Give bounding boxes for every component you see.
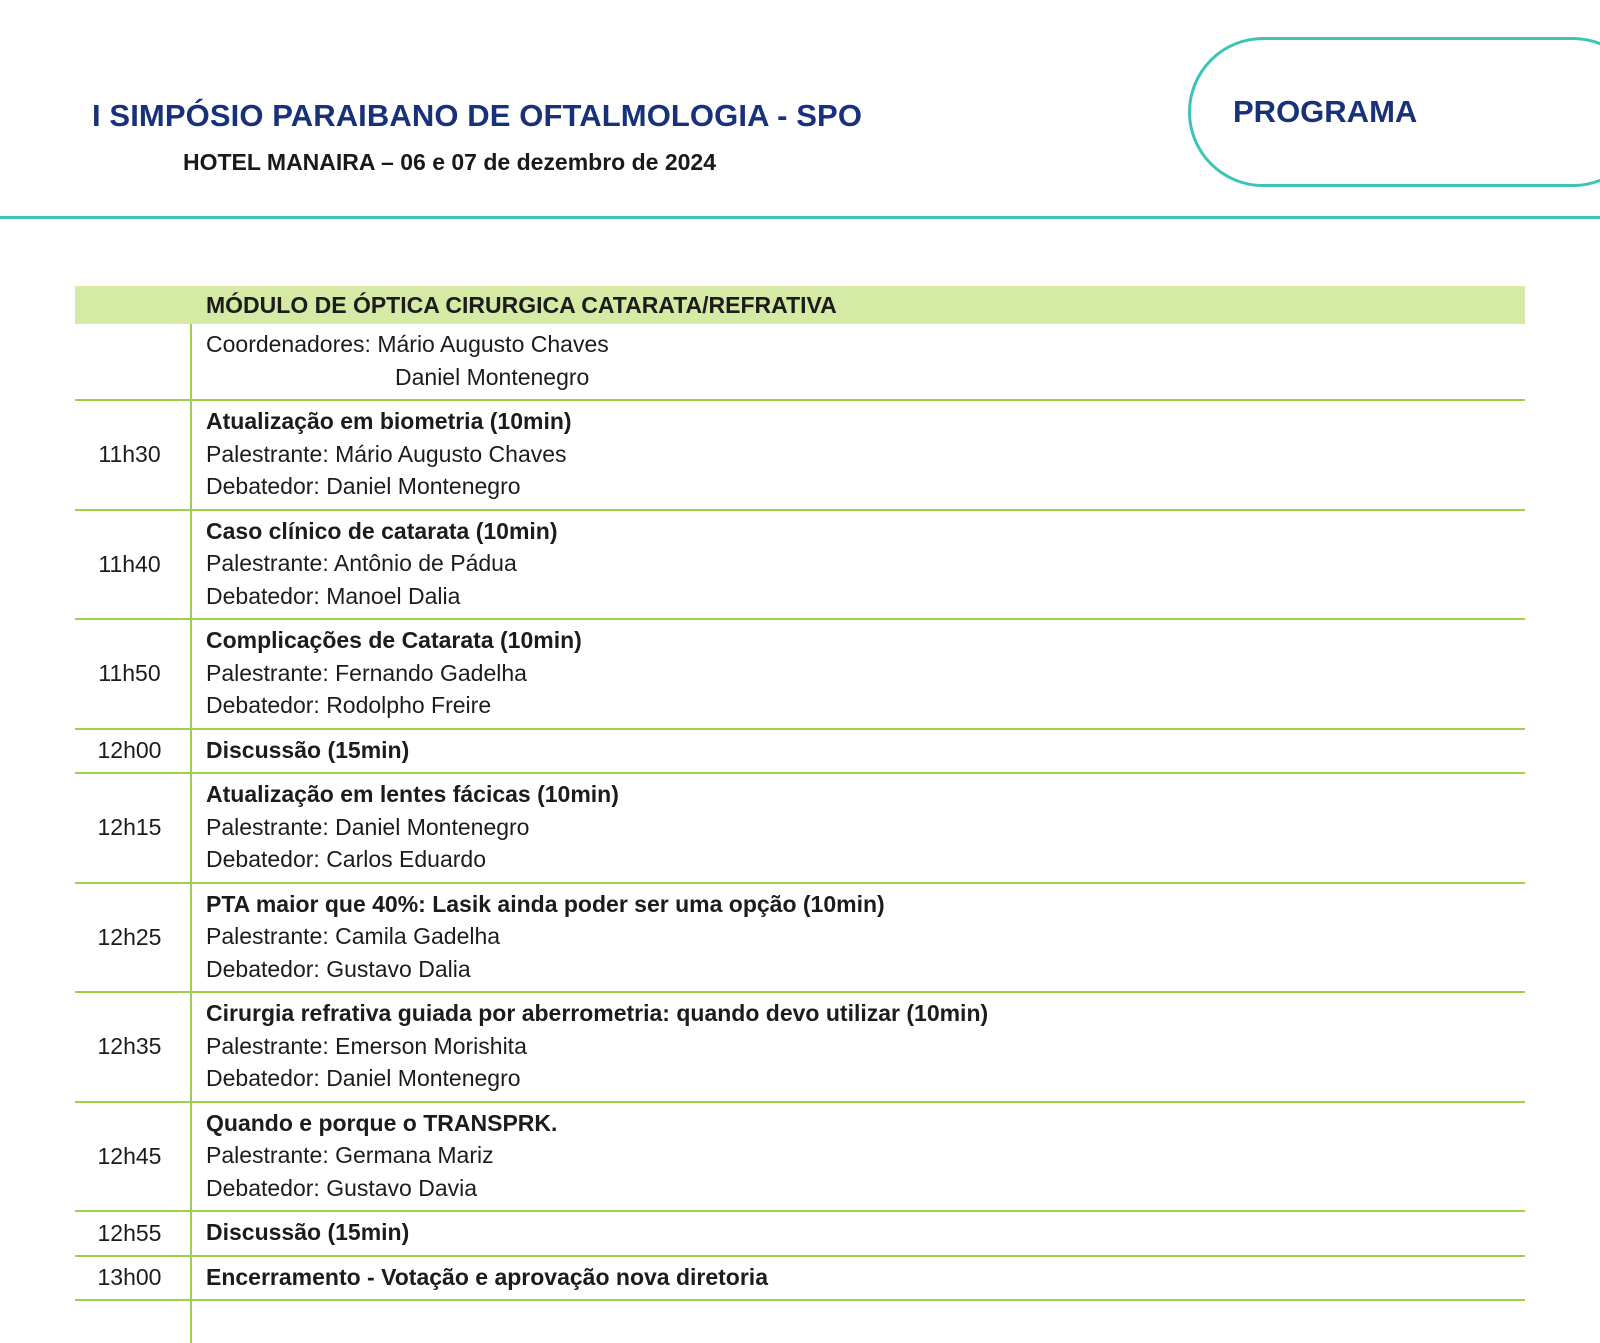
session-topic: Cirurgia refrativa guiada por aberrometria: quando devo utilizar (10min): [206, 1000, 989, 1026]
session-speaker: Palestrante: Fernando Gadelha: [206, 659, 527, 686]
session-debater: Debatedor: Carlos Eduardo: [206, 846, 486, 872]
session-time: 11h40: [75, 511, 192, 619]
table-tail-row: [75, 1301, 1525, 1343]
session-debater: Debatedor: Manoel Dalia: [206, 582, 461, 609]
session-row: [75, 884, 1525, 994]
session-details: [192, 620, 1525, 728]
session-time: 12h15: [75, 774, 192, 882]
coordinators-line-2: Daniel Montenegro: [395, 363, 590, 390]
tail-content-cell: [192, 1301, 1525, 1343]
session-row: [75, 620, 1525, 730]
tail-time-cell: [75, 1301, 192, 1343]
session-details: [192, 1257, 1525, 1300]
session-debater: Debatedor: Gustavo Dalia: [206, 955, 471, 982]
session-details: [192, 993, 1525, 1101]
session-time: 12h55: [75, 1212, 192, 1255]
event-title: I SIMPÓSIO PARAIBANO DE OFTALMOLOGIA - SPO: [92, 98, 863, 133]
session-details: [192, 511, 1525, 619]
coordinators-time-cell: [75, 324, 192, 399]
session-row: [75, 730, 1525, 775]
session-speaker: Palestrante: Antônio de Pádua: [206, 550, 517, 576]
session-time: 12h00: [75, 730, 192, 773]
session-speaker: Palestrante: Mário Augusto Chaves: [206, 440, 567, 467]
schedule-table: [75, 286, 1525, 1343]
session-time: 12h45: [75, 1103, 192, 1211]
session-time: 13h00: [75, 1257, 192, 1300]
session-topic: Discussão (15min): [206, 736, 410, 763]
coordinators-line-1: Coordenadores: Mário Augusto Chaves: [206, 331, 609, 357]
session-speaker: Palestrante: Camila Gadelha: [206, 923, 501, 949]
session-topic: PTA maior que 40%: Lasik ainda poder ser uma opção (10min): [206, 890, 885, 917]
session-topic: Atualização em lentes fácicas (10min): [206, 781, 619, 807]
session-speaker: Palestrante: Daniel Montenegro: [206, 813, 530, 840]
session-debater: Debatedor: Gustavo Davia: [206, 1174, 478, 1201]
session-row: [75, 1103, 1525, 1213]
programa-label: PROGRAMA: [1233, 94, 1418, 129]
module-header-row: [75, 286, 1525, 324]
session-debater: Debatedor: Daniel Montenegro: [206, 1065, 521, 1091]
session-time: 12h35: [75, 993, 192, 1101]
session-details: [192, 730, 1525, 773]
module-time-cell: [75, 286, 192, 324]
session-details: [192, 1212, 1525, 1255]
session-topic: Quando e porque o TRANSPRK.: [206, 1109, 558, 1136]
coordinators-cell: [192, 324, 1525, 399]
session-topic: Atualização em biometria (10min): [206, 408, 572, 434]
session-time: 11h50: [75, 620, 192, 728]
event-subtitle: HOTEL MANAIRA – 06 e 07 de dezembro de 2024: [183, 149, 717, 175]
module-title: MÓDULO DE ÓPTICA CIRURGICA CATARATA/REFRATIVA: [206, 292, 837, 318]
session-topic: Discussão (15min): [206, 1219, 410, 1245]
session-speaker: Palestrante: Emerson Morishita: [206, 1032, 527, 1059]
session-topic: Encerramento - Votação e aprovação nova diretoria: [206, 1263, 768, 1290]
session-details: [192, 774, 1525, 882]
session-details: [192, 1103, 1525, 1211]
session-topic: Caso clínico de catarata (10min): [206, 517, 558, 544]
session-row: [75, 774, 1525, 884]
session-row: [75, 993, 1525, 1103]
session-row: [75, 1257, 1525, 1302]
session-details: [192, 401, 1525, 509]
session-row: [75, 511, 1525, 621]
session-debater: Debatedor: Daniel Montenegro: [206, 473, 521, 499]
session-debater: Debatedor: Rodolpho Freire: [206, 692, 492, 718]
session-speaker: Palestrante: Germana Mariz: [206, 1142, 494, 1168]
session-time: 12h25: [75, 884, 192, 992]
session-row: [75, 401, 1525, 511]
coordinators-row: [75, 324, 1525, 401]
session-time: 11h30: [75, 401, 192, 509]
header-divider: [0, 216, 1600, 219]
session-details: [192, 884, 1525, 992]
session-row: [75, 1212, 1525, 1257]
session-topic: Complicações de Catarata (10min): [206, 627, 582, 653]
